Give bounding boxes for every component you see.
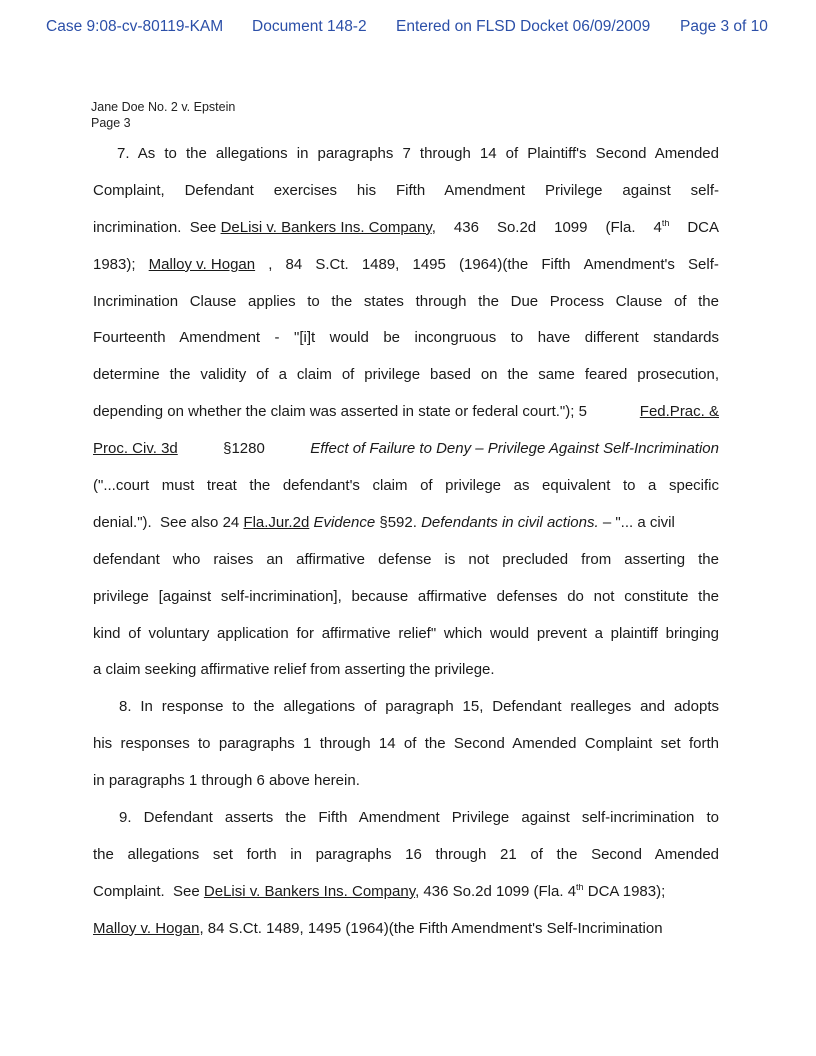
body-line: 1983); Malloy v. Hogan , 84 S.Ct. 1489, 1495 (1964)(the Fifth Amendment's Self- — [93, 256, 719, 273]
body-line: Proc. Civ. 3d §1280 Effect of Failure to Deny – Privilege Against Self-Incrimination — [93, 441, 719, 458]
body-line: depending on whether the claim was asserted in state or federal court."); 5 Fed.Prac. & — [93, 404, 719, 421]
header-page-label: Page 3 — [91, 116, 131, 130]
body-line: Malloy v. Hogan, 84 S.Ct. 1489, 1495 (1964)(the Fifth Amendment's Self-Incrimination — [93, 920, 663, 937]
body-line: Incrimination Clause applies to the states through the Due Process Clause of the — [93, 293, 719, 310]
body-line: a claim seeking affirmative relief from asserting the privilege. — [93, 662, 495, 679]
body-line: defendant who raises an affirmative defense is not precluded from asserting the — [93, 551, 719, 568]
document-body — [93, 146, 719, 958]
body-line: kind of voluntary application for affirmative relief" which would prevent a plaintiff bringing — [93, 625, 719, 642]
body-line: 7. As to the allegations in paragraphs 7 through 14 of Plaintiff's Second Amended — [117, 146, 719, 162]
stamp-entered-date: Entered on FLSD Docket 06/09/2009 — [396, 18, 651, 35]
stamp-document-number: Document 148-2 — [252, 18, 367, 35]
body-line: 8. In response to the allegations of paragraph 15, Defendant realleges and adopts — [119, 699, 719, 716]
body-line: privilege [against self-incrimination], because affirmative defenses do not constitute the — [93, 588, 719, 605]
body-line: his responses to paragraphs 1 through 14 of the Second Amended Complaint set forth — [93, 736, 719, 753]
body-line: Fourteenth Amendment - "[i]t would be incongruous to have different standards — [93, 330, 719, 347]
stamp-case-number: Case 9:08-cv-80119-KAM — [46, 18, 224, 35]
body-line: in paragraphs 1 through 6 above herein. — [93, 773, 360, 790]
body-line: incrimination. See DeLisi v. Bankers Ins. Company, 436 So.2d 1099 (Fla. 4th DCA — [93, 219, 719, 236]
body-line: denial."). See also 24 Fla.Jur.2d Evidence §592. Defendants in civil actions. – "... a civil — [93, 514, 675, 531]
body-line: the allegations set forth in paragraphs 16 through 21 of the Second Amended — [93, 846, 719, 863]
body-line: determine the validity of a claim of privilege based on the same feared prosecution, — [93, 367, 719, 384]
body-line: Complaint. See DeLisi v. Bankers Ins. Company, 436 So.2d 1099 (Fla. 4th DCA 1983); — [93, 883, 666, 900]
body-line: Complaint, Defendant exercises his Fifth Amendment Privilege against self- — [93, 182, 719, 199]
stamp-page-number: Page 3 of 10 — [680, 18, 768, 35]
body-line: ("...court must treat the defendant's claim of privilege as equivalent to a specific — [93, 478, 719, 495]
header-caption: Jane Doe No. 2 v. Epstein — [91, 100, 236, 114]
body-line: 9. Defendant asserts the Fifth Amendment Privilege against self-incrimination to — [119, 810, 719, 827]
